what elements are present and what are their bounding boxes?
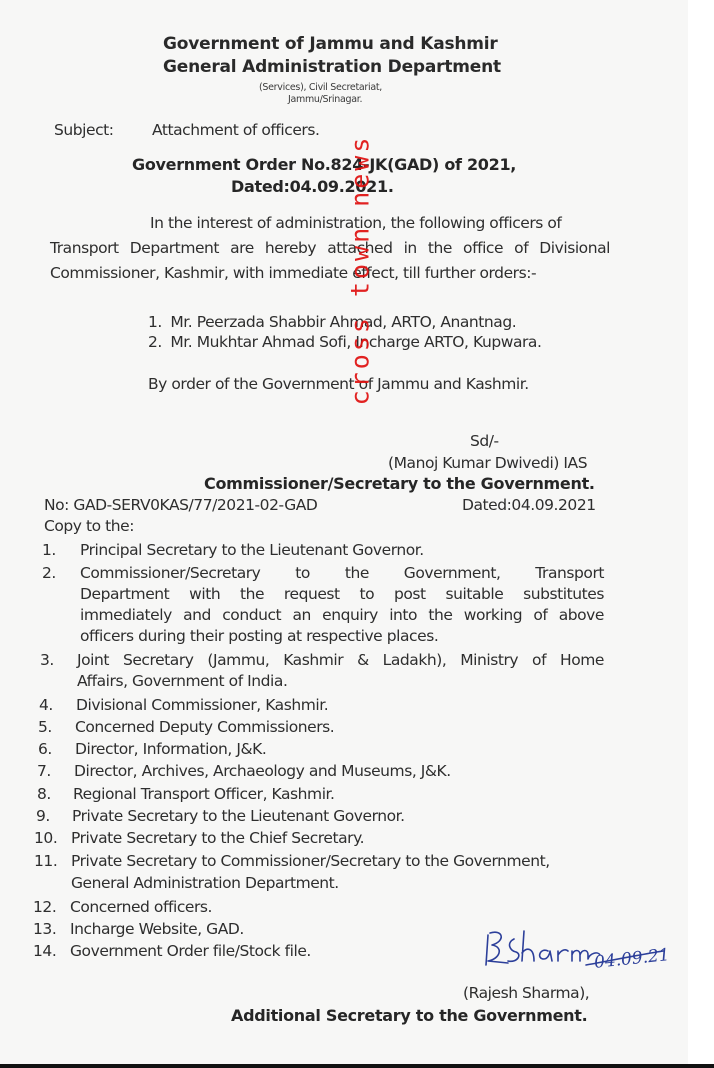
- item-number: 10.: [34, 829, 58, 847]
- copy-list-text: Director, Archives, Archaeology and Museums, J&K.: [74, 762, 451, 780]
- copy-list-text: Commissioner/Secretary to the Government, Transport: [80, 564, 604, 582]
- copy-list-text: Department with the request to post suitable substitutes: [80, 585, 604, 603]
- item-number: 12.: [33, 898, 57, 916]
- subject-label: Subject:: [54, 121, 114, 139]
- item-number: 7.: [37, 762, 51, 780]
- copy-list-text: Divisional Commissioner, Kashmir.: [76, 696, 329, 714]
- item-number: 1.: [42, 541, 56, 559]
- signatory-name: (Manoj Kumar Dwivedi) IAS: [388, 454, 588, 472]
- signatory2-title: Additional Secretary to the Government.: [231, 1006, 588, 1025]
- copy-to-label: Copy to the:: [44, 517, 134, 535]
- item-number: 8.: [37, 785, 51, 803]
- header-department: General Administration Department: [163, 57, 501, 77]
- item-number: 11.: [34, 852, 58, 870]
- item-number: 6.: [38, 740, 52, 758]
- copy-list-text: Private Secretary to the Chief Secretary.: [71, 829, 365, 847]
- item-number: 5.: [38, 718, 52, 736]
- body-line-1: In the interest of administration, the following officers of: [150, 214, 562, 232]
- officer-text: Mr. Peerzada Shabbir Ahmad, ARTO, Anantnag.: [170, 313, 517, 331]
- copy-list-text: Affairs, Government of India.: [77, 672, 288, 690]
- copy-list-text: Concerned officers.: [70, 898, 212, 916]
- copy-list-text: Concerned Deputy Commissioners.: [75, 718, 335, 736]
- item-number: 4.: [39, 696, 53, 714]
- copy-list-text: Director, Information, J&K.: [75, 740, 267, 758]
- item-number: 9.: [36, 807, 50, 825]
- watermark-text: cross town news: [345, 134, 375, 406]
- bottom-border-line: [0, 1064, 714, 1068]
- copy-list-text: General Administration Department.: [71, 874, 339, 892]
- copy-list-text: officers during their posting at respective places.: [80, 627, 439, 645]
- item-number: 14.: [33, 942, 57, 960]
- sd-mark: Sd/-: [470, 432, 499, 450]
- copy-list-text: immediately and conduct an enquiry into the working of above: [80, 606, 604, 624]
- officer-number: 1.: [148, 313, 162, 331]
- officer-text: Mr. Mukhtar Ahmad Sofi, Incharge ARTO, Kupwara.: [170, 333, 542, 351]
- copy-list-text: Regional Transport Officer, Kashmir.: [73, 785, 335, 803]
- signature-date: 04.09.21: [593, 945, 671, 973]
- copy-list-text: Private Secretary to the Lieutenant Governor.: [72, 807, 405, 825]
- header-location: Jammu/Srinagar.: [288, 94, 363, 105]
- by-order-text: By order of the Government of Jammu and Kashmir.: [148, 375, 529, 393]
- body-line-2: Transport Department are hereby attached in the office of Divisional: [50, 239, 610, 257]
- copy-list-text: Incharge Website, GAD.: [70, 920, 244, 938]
- item-number: 3.: [40, 651, 54, 669]
- signatory-title: Commissioner/Secretary to the Government.: [204, 474, 595, 493]
- body-line-3: Commissioner, Kashmir, with immediate effect, till further orders:-: [50, 264, 537, 282]
- signatory2-name: (Rajesh Sharma),: [463, 984, 590, 1002]
- item-number: 13.: [33, 920, 57, 938]
- officer-number: 2.: [148, 333, 162, 351]
- copy-list-text: Joint Secretary (Jammu, Kashmir & Ladakh), Ministry of Home: [77, 651, 604, 669]
- order-date: Dated:04.09.2021.: [231, 177, 394, 196]
- reference-number: No: GAD-SERV0KAS/77/2021-02-GAD: [44, 496, 318, 514]
- copy-list-item: [42, 541, 56, 559]
- header-services: (Services), Civil Secretariat,: [259, 82, 383, 93]
- order-title: Government Order No.824-JK(GAD) of 2021,: [132, 155, 517, 174]
- copy-list-text: Principal Secretary to the Lieutenant Governor.: [80, 541, 424, 559]
- item-number: 2.: [42, 564, 56, 582]
- reference-date: Dated:04.09.2021: [462, 496, 596, 514]
- right-margin: [688, 0, 714, 1064]
- subject-text: Attachment of officers.: [152, 121, 320, 139]
- officer-item: [148, 313, 516, 331]
- header-government: Government of Jammu and Kashmir: [163, 34, 498, 54]
- copy-list-text: Private Secretary to Commissioner/Secretary to the Government,: [71, 852, 550, 870]
- copy-list-text: Government Order file/Stock file.: [70, 942, 311, 960]
